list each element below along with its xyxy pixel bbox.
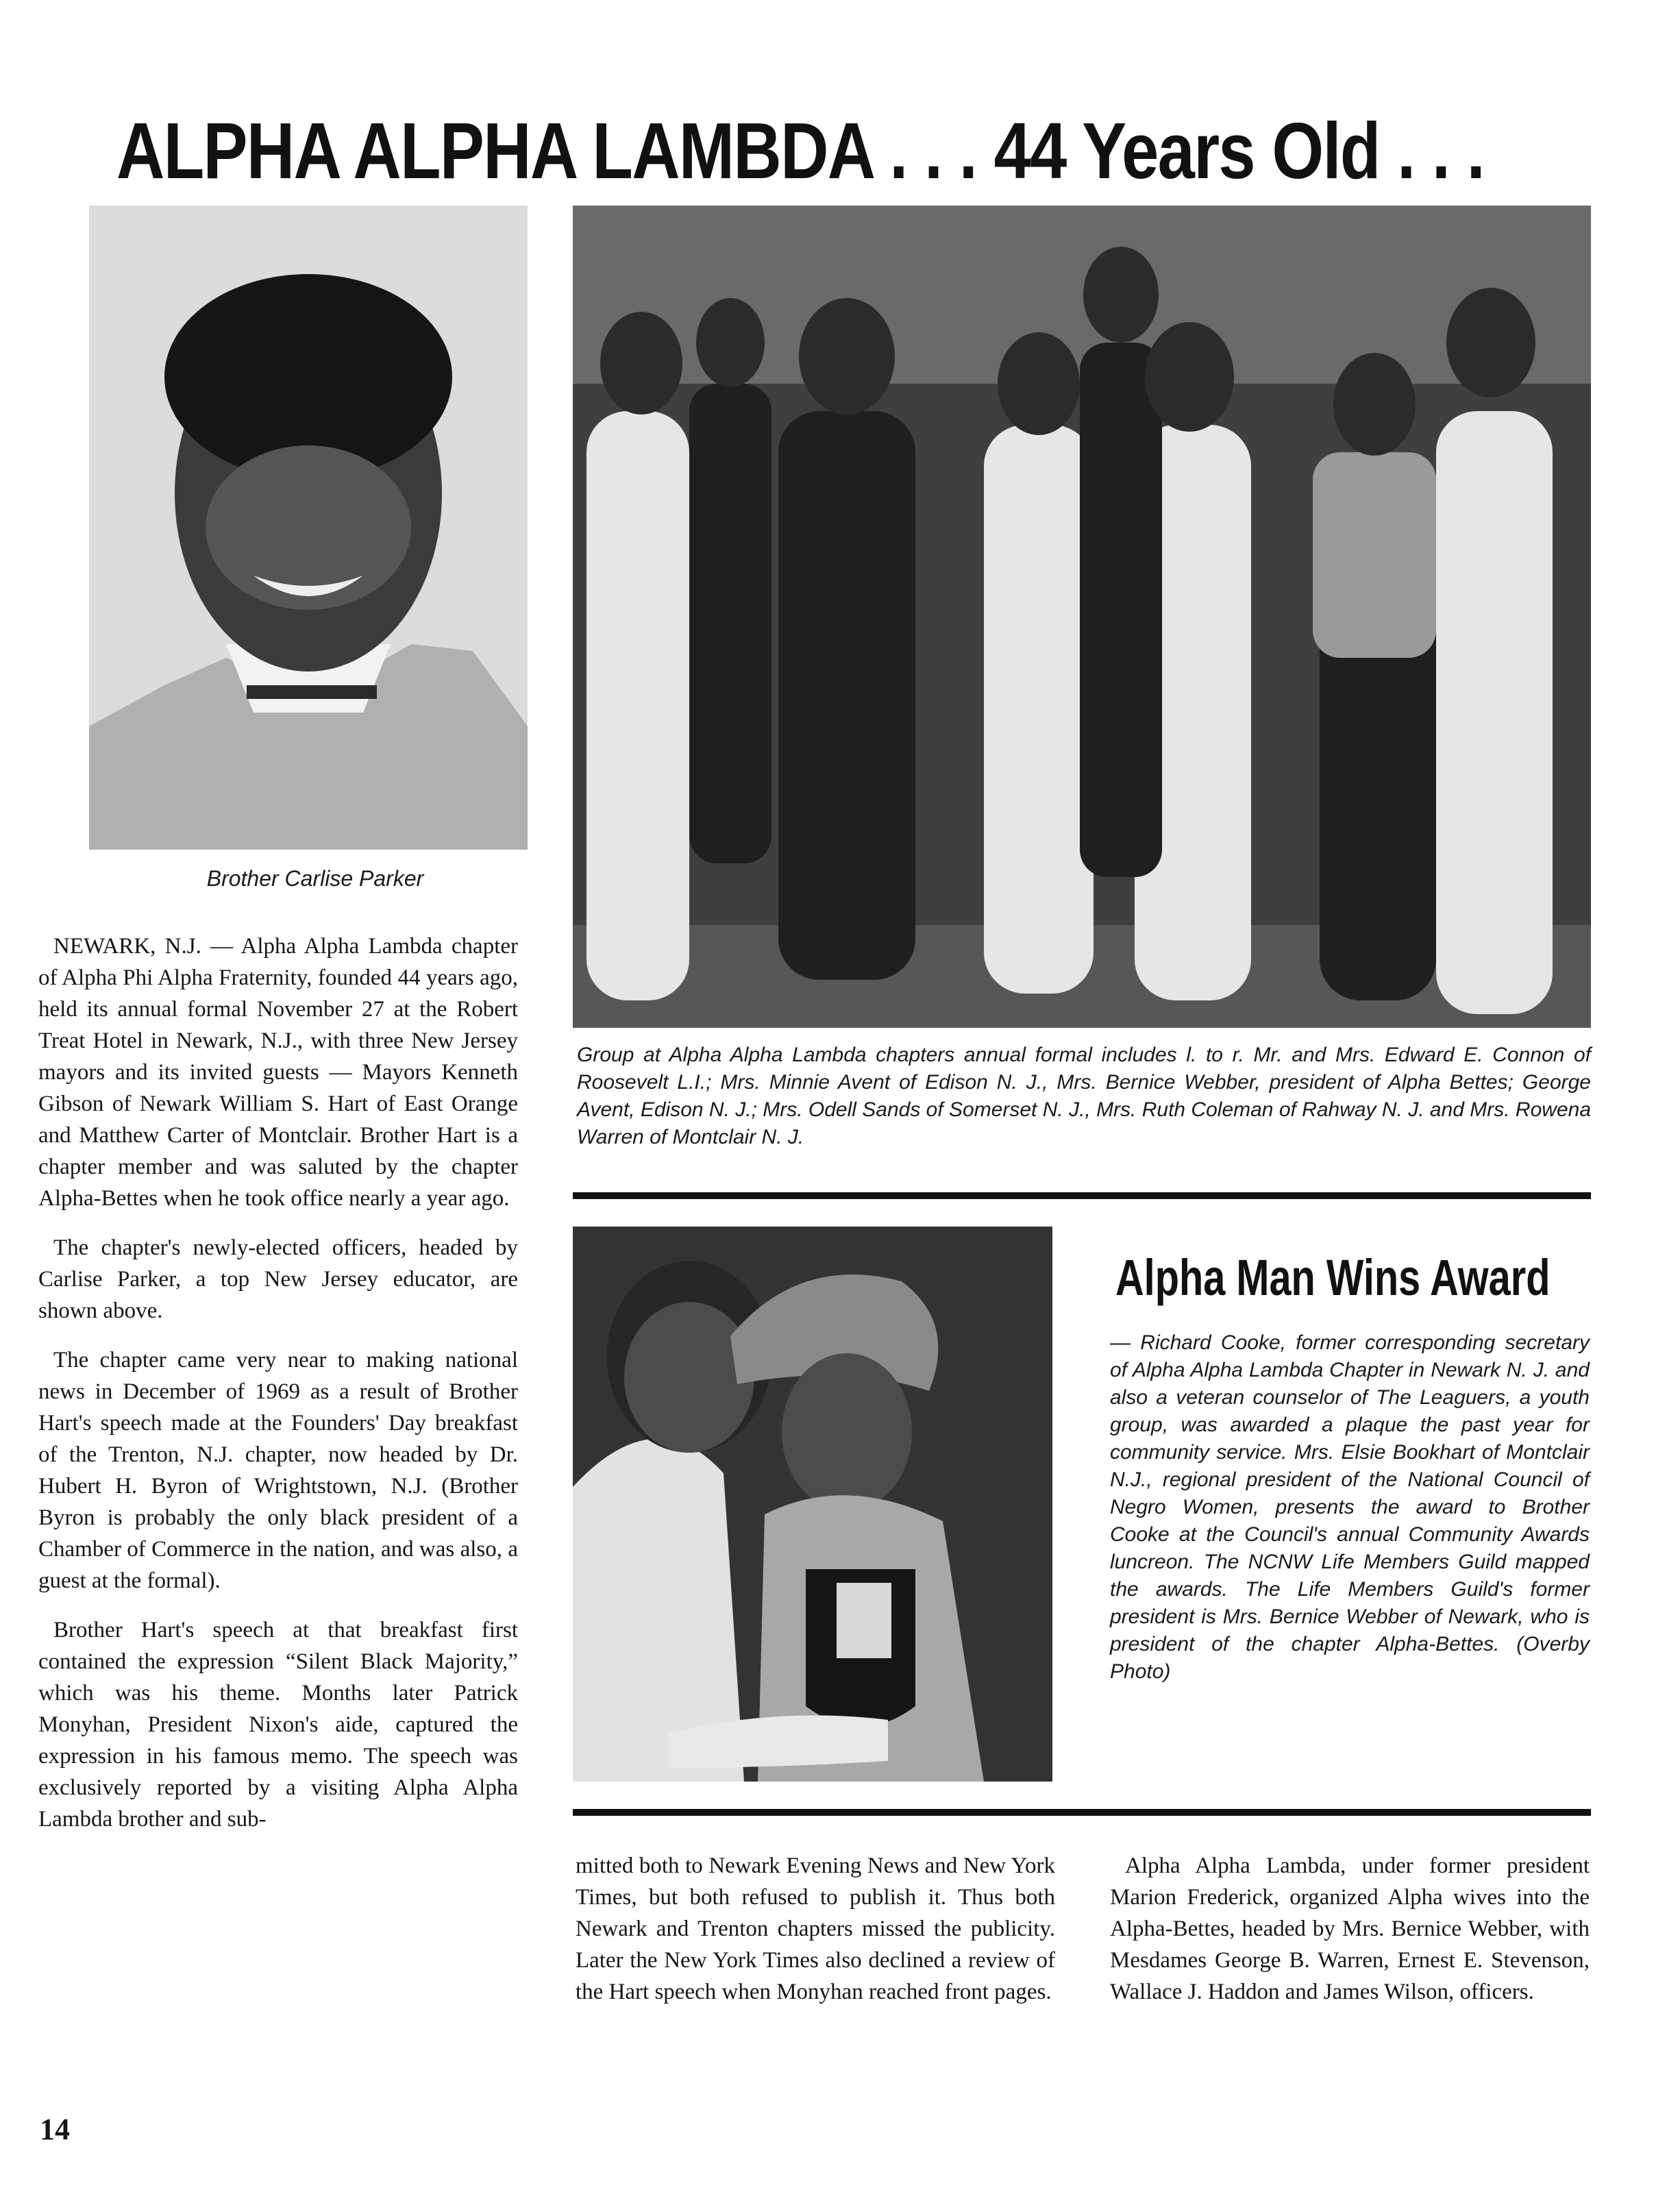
page-number: 14 <box>40 2112 70 2146</box>
award-photo <box>573 1227 1052 1782</box>
article-paragraph: Alpha Alpha Lambda, under former president Marion Frederick, organized Alpha wives into the Alpha-Bettes, headed by Mrs. Bernice Webber, with Mesdames George B. Warren, Ernest E. Stevenson, Wallace J. Haddon and James Wilson, officers. <box>1110 1853 1590 2004</box>
article-column-2 <box>576 1850 1055 2025</box>
article-paragraph: The chapter came very near to making national news in December of 1969 as a result of Brother Hart's speech made at the Founders' Day breakfast of the Trenton, N.J. chapter, now headed by Dr. Hubert H. Byron of Wrightstown, N.J. (Brother Byron is probably the only black president of a Chamber of Commerce in the nation, and was also, a guest at the formal). <box>38 1348 518 1593</box>
article-paragraph: mitted both to Newark Evening News and New York Times, but both refused to publish it. Thus both Newark and Trenton chapters missed the publicity. Later the New York Times also declined a review of the Hart speech when Monyhan reached front pages. <box>576 1853 1055 2004</box>
award-text: — Richard Cooke, former corresponding secretary of Alpha Alpha Lambda Chapter in Newark N. J. and also a veteran counselor of The Leaguers, a youth group, was awarded a plaque the past year for community service. Mrs. Elsie Bookhart of Montclair N.J., regional president of the National Council of Negro Women, presents the award to Brother Cooke at the Council's annual Community Awards luncreon. The NCNW Life Members Guild mapped the awards. The Life Members Guild's former president is Mrs. Bernice Webber of Newark, who is president of the chapter Alpha-Bettes. (Overby Photo) <box>1110 1331 1590 1683</box>
headline: ALPHA ALPHA LAMBDA . . . 44 Years Old . . . <box>116 106 1485 195</box>
group-photo <box>573 206 1591 1028</box>
divider-bottom <box>573 1809 1591 1816</box>
article-column-1 <box>38 931 518 1853</box>
article-paragraph: Brother Hart's speech at that breakfast first contained the expression “Silent Black Majority,” which was his theme. Months later Patrick Monyhan, President Nixon's aide, captured the expression in his famous memo. The speech was exclusively reported by a visiting Alpha Alpha Lambda brother and sub- <box>38 1618 518 1832</box>
portrait-caption: Brother Carlise Parker <box>206 866 424 891</box>
article-paragraph: The chapter's newly-elected officers, headed by Carlise Parker, a top New Jersey educator, are shown above. <box>38 1235 518 1323</box>
award-title: Alpha Man Wins Award <box>1115 1249 1551 1306</box>
group-photo-caption: Group at Alpha Alpha Lambda chapters annual formal includes l. to r. Mr. and Mrs. Edward E. Connon of Roosevelt L.I.; Mrs. Minnie Avent of Edison N. J., Mrs. Bernice Webber, president of Alpha Bettes; George Avent, Edison N. J.; Mrs. Odell Sands of Somerset N. J., Mrs. Ruth Coleman of Rahway N. J. and Mrs. Rowena Warren of Montclair N. J. <box>577 1044 1592 1148</box>
article-column-3 <box>1110 1850 1590 2025</box>
divider-top <box>573 1192 1591 1199</box>
portrait-photo <box>89 206 528 850</box>
article-paragraph: NEWARK, N.J. — Alpha Alpha Lambda chapter of Alpha Phi Alpha Fraternity, founded 44 years ago, held its annual formal November 27 at the Robert Treat Hotel in Newark, N.J., with three New Jersey mayors and its invited guests — Mayors Kenneth Gibson of Newark William S. Hart of East Orange and Matthew Carter of Montclair. Brother Hart is a chapter member and was saluted by the chapter Alpha-Bettes when he took office nearly a year ago. <box>38 934 518 1211</box>
